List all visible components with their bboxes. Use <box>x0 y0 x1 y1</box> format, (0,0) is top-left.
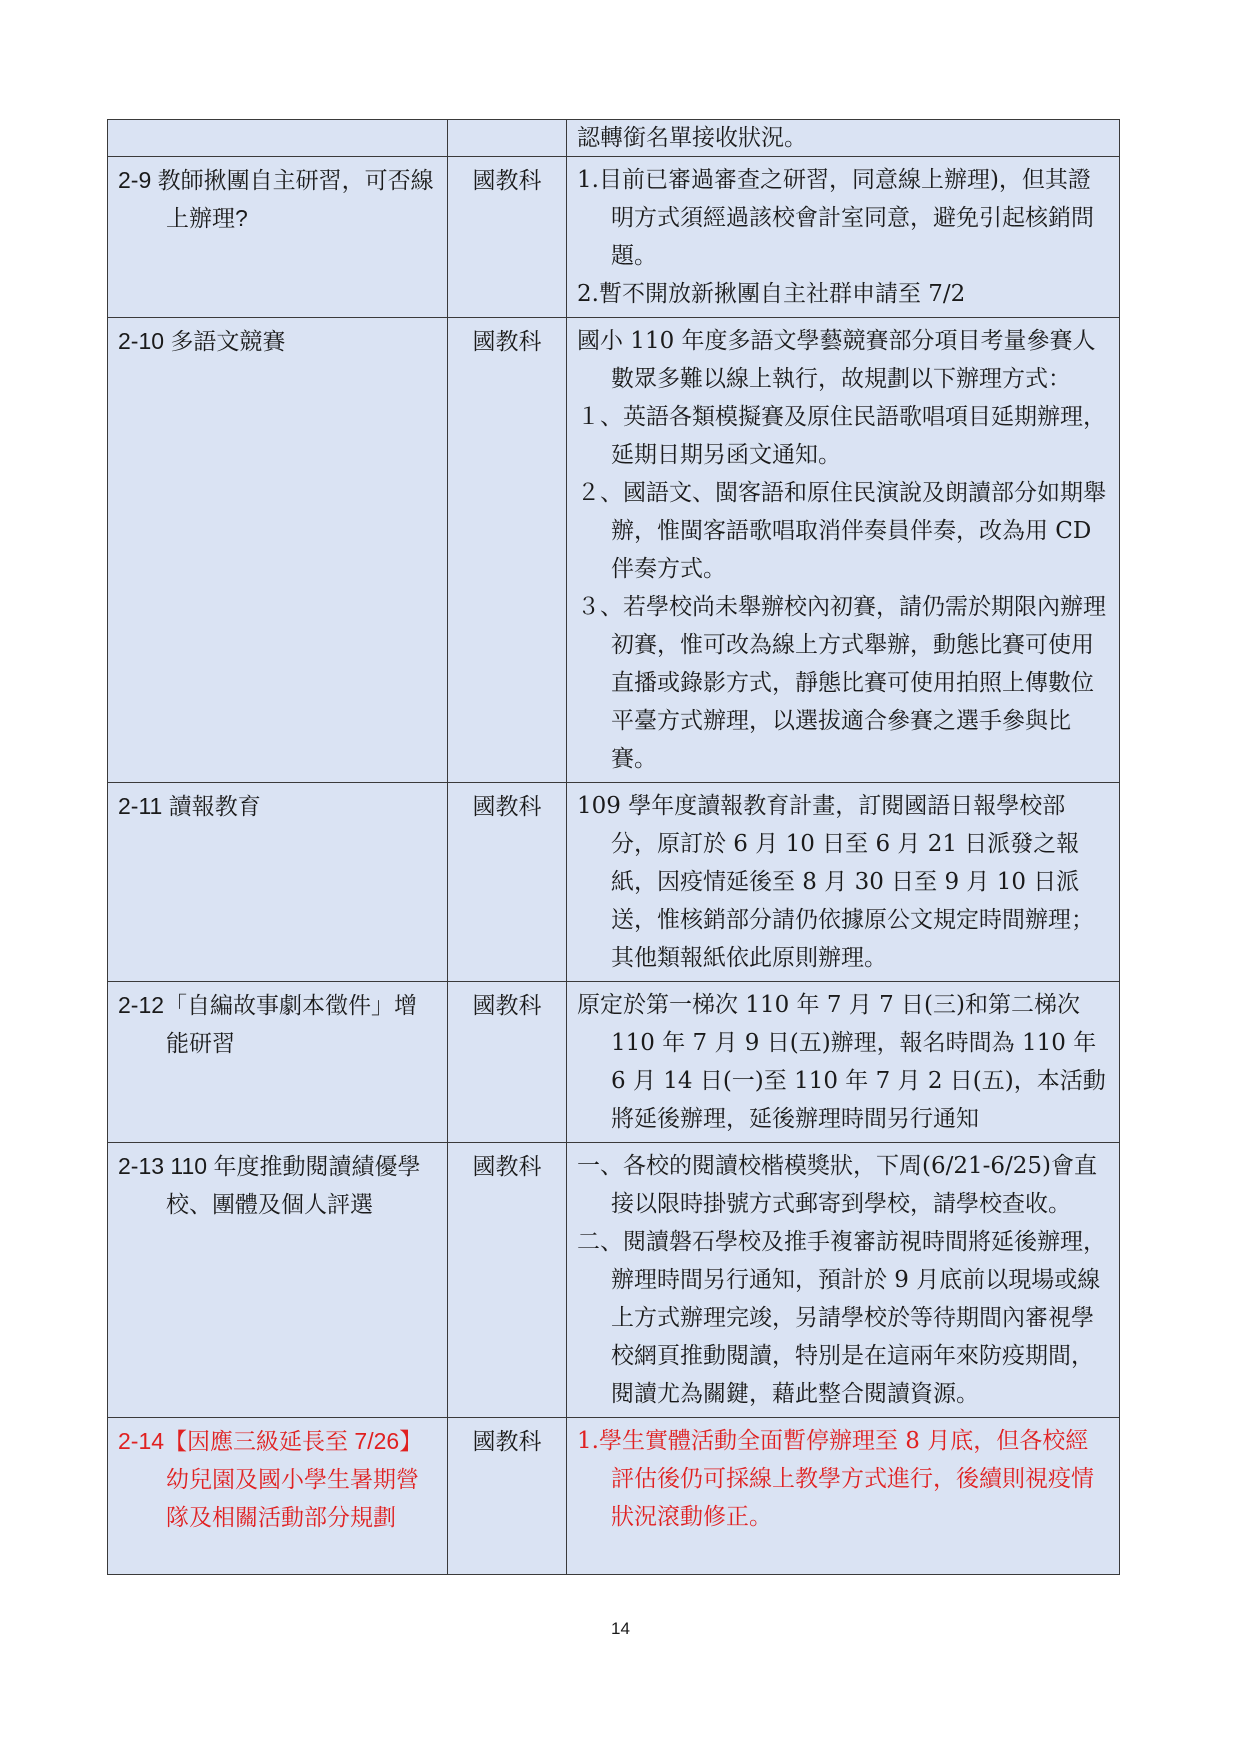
topic-text: 2-10 多語文競賽 <box>118 328 286 354</box>
content-paragraph: 1.目前已審過審查之研習，同意線上辦理)，但其證明方式須經過該校會計室同意，避免引起核銷問題。 <box>577 167 1094 269</box>
content-paragraph: １、英語各類模擬賽及原住民語歌唱項目延期辦理，延期日期另函文通知。 <box>577 404 1106 468</box>
table-row <box>108 318 1120 783</box>
content-paragraph: 國小 110 年度多語文學藝競賽部分項目考量參賽人數眾多難以線上執行，故規劃以下辦理方式： <box>577 328 1096 392</box>
content-paragraph: 2.暫不開放新揪團自主社群申請至 7/2 <box>577 281 966 307</box>
unit-cell <box>448 120 567 157</box>
topic-text: 2-13 110 年度推動閱讀績優學校、團體及個人評選 <box>118 1153 421 1217</box>
content-cell <box>567 157 1120 318</box>
content-cell <box>567 1143 1120 1418</box>
table-row <box>108 1418 1120 1575</box>
table-row <box>108 982 1120 1143</box>
unit-cell: 國教科 <box>448 157 567 318</box>
topic-cell <box>108 1143 448 1418</box>
content-paragraph: ２、國語文、閩客語和原住民演說及朗讀部分如期舉辦，惟閩客語歌唱取消伴奏員伴奏，改為用 CD 伴奏方式。 <box>577 480 1106 582</box>
topic-text: 2-14【因應三級延長至 7/26】幼兒園及國小學生暑期營隊及相關活動部分規劃 <box>118 1428 423 1530</box>
content-cell <box>567 783 1120 982</box>
content-paragraph: ３、若學校尚未舉辦校內初賽，請仍需於期限內辦理初賽，惟可改為線上方式舉辦，動態比賽可使用直播或錄影方式，靜態比賽可使用拍照上傳數位平臺方式辦理，以選拔適合參賽之選手參與比賽。 <box>577 594 1106 772</box>
topic-cell <box>108 783 448 982</box>
unit-cell: 國教科 <box>448 783 567 982</box>
content-cell <box>567 318 1120 783</box>
content-paragraph: 一、各校的閱讀校楷模獎狀，下周(6/21-6/25)會直接以限時掛號方式郵寄到學校，請學校查收。 <box>577 1153 1098 1217</box>
topic-cell <box>108 982 448 1143</box>
topic-text: 2-11 讀報教育 <box>118 793 261 819</box>
topic-cell <box>108 318 448 783</box>
unit-cell: 國教科 <box>448 318 567 783</box>
table-row <box>108 783 1120 982</box>
content-paragraph: 二、閱讀磐石學校及推手複審訪視時間將延後辦理，辦理時間另行通知，預計於 9 月底前以現場或線上方式辦理完竣，另請學校於等待期間內審視學校網頁推動閱讀，特別是在這兩年來防疫期間，閱讀尤為關鍵，藉此整合閱讀資源。 <box>577 1229 1106 1407</box>
content-cell <box>567 1418 1120 1575</box>
table-row <box>108 157 1120 318</box>
topic-cell <box>108 120 448 157</box>
meeting-items-table <box>107 119 1120 1575</box>
content-cell <box>567 120 1120 157</box>
content-cell <box>567 982 1120 1143</box>
unit-cell: 國教科 <box>448 982 567 1143</box>
unit-cell: 國教科 <box>448 1143 567 1418</box>
content-paragraph: 認轉銜名單接收狀況。 <box>577 125 807 151</box>
topic-cell <box>108 157 448 318</box>
unit-cell: 國教科 <box>448 1418 567 1575</box>
content-paragraph: 109 學年度讀報教育計畫，訂閱國語日報學校部分，原訂於 6 月 10 日至 6 月 21 日派發之報紙，因疫情延後至 8 月 30 日至 9 月 10 日派送，惟核銷部分請仍依據原公文規定時間辦理；其他類報紙依此原則辦理。 <box>577 793 1094 971</box>
table-row <box>108 1143 1120 1418</box>
table-row <box>108 120 1120 157</box>
topic-text: 2-12「自編故事劇本徵件」增能研習 <box>118 992 418 1056</box>
topic-cell <box>108 1418 448 1575</box>
content-paragraph: 1.學生實體活動全面暫停辦理至 8 月底，但各校經評估後仍可採線上教學方式進行，後續則視疫情狀況滾動修正。 <box>577 1428 1094 1530</box>
page-number: 14 <box>611 1619 630 1638</box>
topic-text: 2-9 教師揪團自主研習，可否線上辦理? <box>118 167 434 231</box>
content-paragraph: 原定於第一梯次 110 年 7 月 7 日(三)和第二梯次 110 年 7 月 9 日(五)辦理，報名時間為 110 年 6 月 14 日(一)至 110 年 7 月 2 日(五)，本活動將延後辦理，延後辦理時間另行通知 <box>577 992 1106 1132</box>
